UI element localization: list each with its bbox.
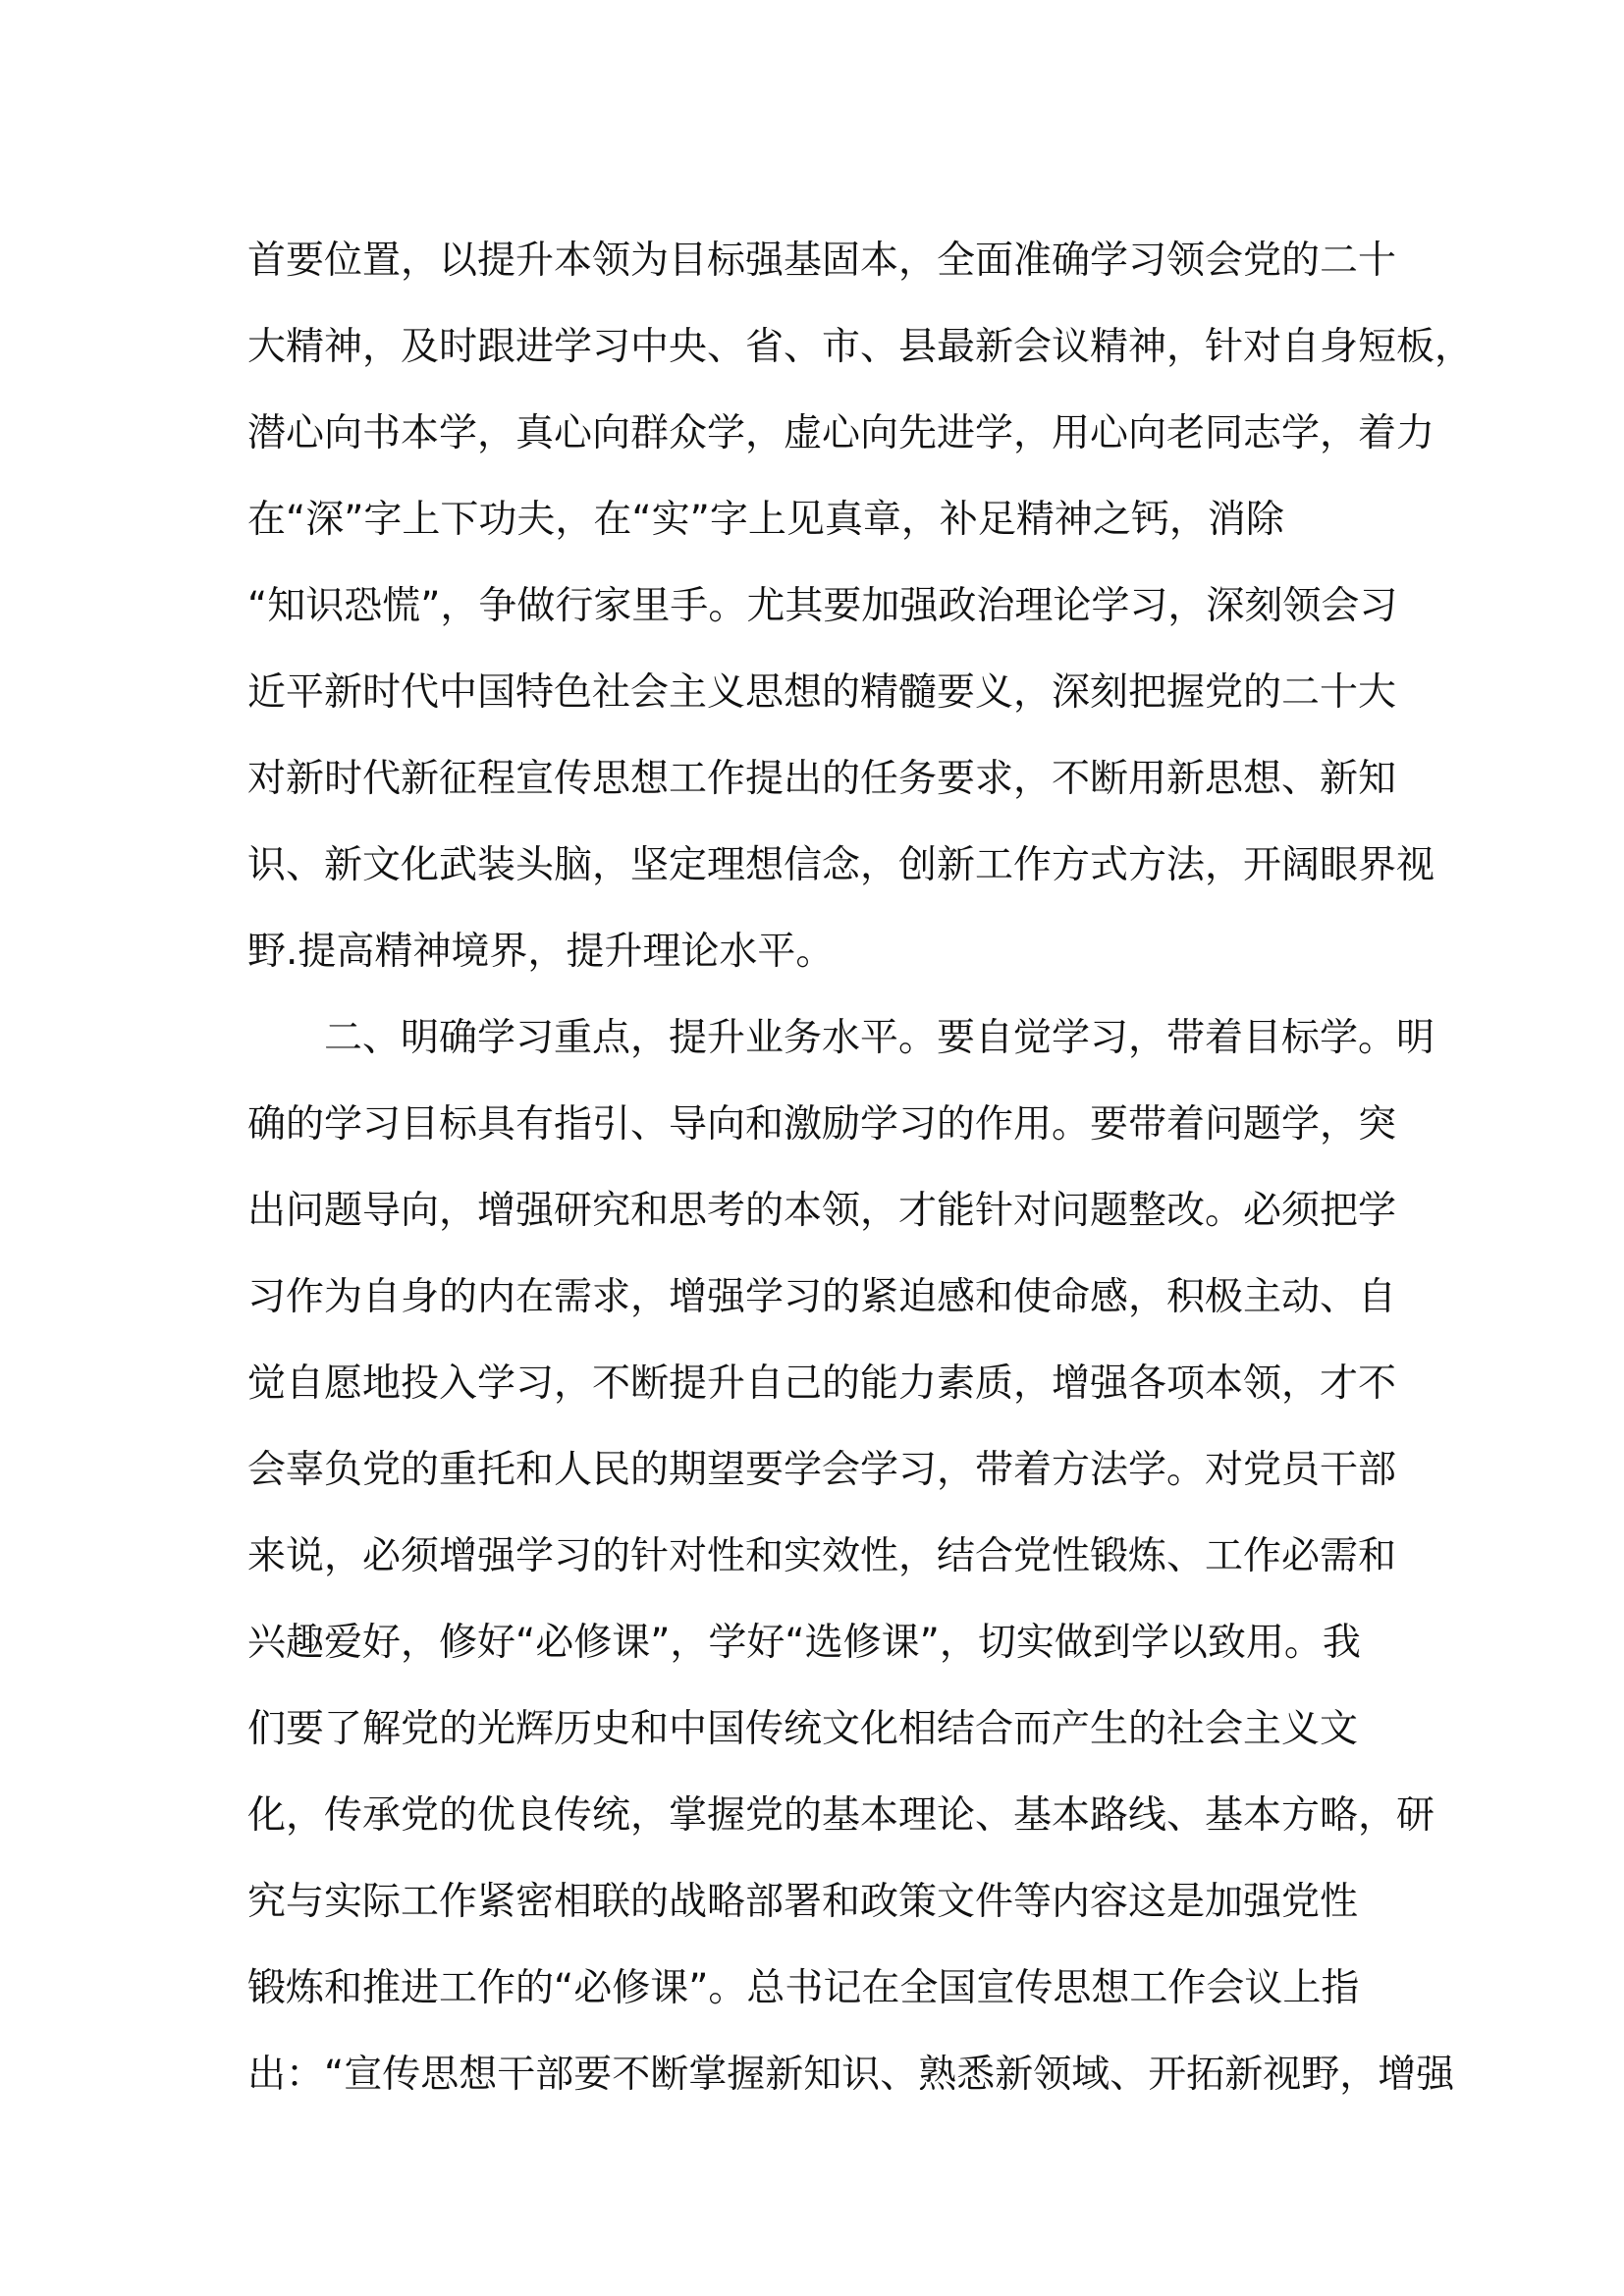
text-line: 确的学习目标具有指引、导向和激励学习的作用。要带着问题学，突 [247,1102,1397,1147]
text-line: “知识恐慌”，争做行家里手。尤其要加强政治理论学习，深刻领会习 [247,584,1398,628]
text-line: 近平新时代中国特色社会主义思想的精髓要义，深刻把握党的二十大 [247,670,1397,715]
text-line: 识、新文化武装头脑，坚定理想信念，创新工作方式方法，开阔眼界视 [247,843,1435,887]
text-line: 出问题导向，增强研究和思考的本领，才能针对问题整改。必须把学 [247,1189,1397,1233]
text-line: 们要了解党的光辉历史和中国传统文化相结合而产生的社会主义文 [247,1707,1359,1751]
text-line: 兴趣爱好，修好“必修课”，学好“选修课”，切实做到学以致用。我 [247,1621,1361,1665]
text-line: 究与实际工作紧密相联的战略部署和政策文件等内容这是加强党性 [247,1880,1359,1924]
text-line: 野.提高精神境界，提升理论水平。 [247,930,835,974]
text-line: 潜心向书本学，真心向群众学，虚心向先进学，用心向老同志学，着力 [247,411,1435,455]
text-line: 会辜负党的重托和人民的期望要学会学习，带着方法学。对党员干部 [247,1448,1397,1492]
text-line: 锻炼和推进工作的“必修课”。总书记在全国宣传思想工作会议上指 [247,1966,1360,2010]
text-line: 习作为自身的内在需求，增强学习的紧迫感和使命感，积极主动、自 [247,1275,1397,1319]
text-line: 化，传承党的优良传统，掌握党的基本理论、基本路线、基本方略，研 [247,1793,1435,1838]
paragraph-section-two [247,995,1455,2118]
text-line: 对新时代新征程宣传思想工作提出的任务要求，不断用新思想、新知 [247,757,1397,801]
text-line: 来说，必须增强学习的针对性和实效性，结合党性锻炼、工作必需和 [247,1534,1397,1578]
paragraph-continuation [247,218,1474,995]
text-line: 首要位置，以提升本领为目标强基固本，全面准确学习领会党的二十 [247,239,1397,283]
document-body [247,218,1474,2118]
text-line: 出：“宣传思想干部要不断掌握新知识、熟悉新领域、开拓新视野，增强 [247,2053,1455,2097]
text-line-first: 二、明确学习重点，提升业务水平。要自觉学习，带着目标学。明 [324,1016,1435,1060]
text-line: 觉自愿地投入学习，不断提升自己的能力素质，增强各项本领，才不 [247,1362,1397,1406]
text-line: 在“深”字上下功夫，在“实”字上见真章，补足精神之钙，消除 [247,498,1284,542]
text-line: 大精神，及时跟进学习中央、省、市、县最新会议精神，针对自身短板， [247,325,1474,369]
